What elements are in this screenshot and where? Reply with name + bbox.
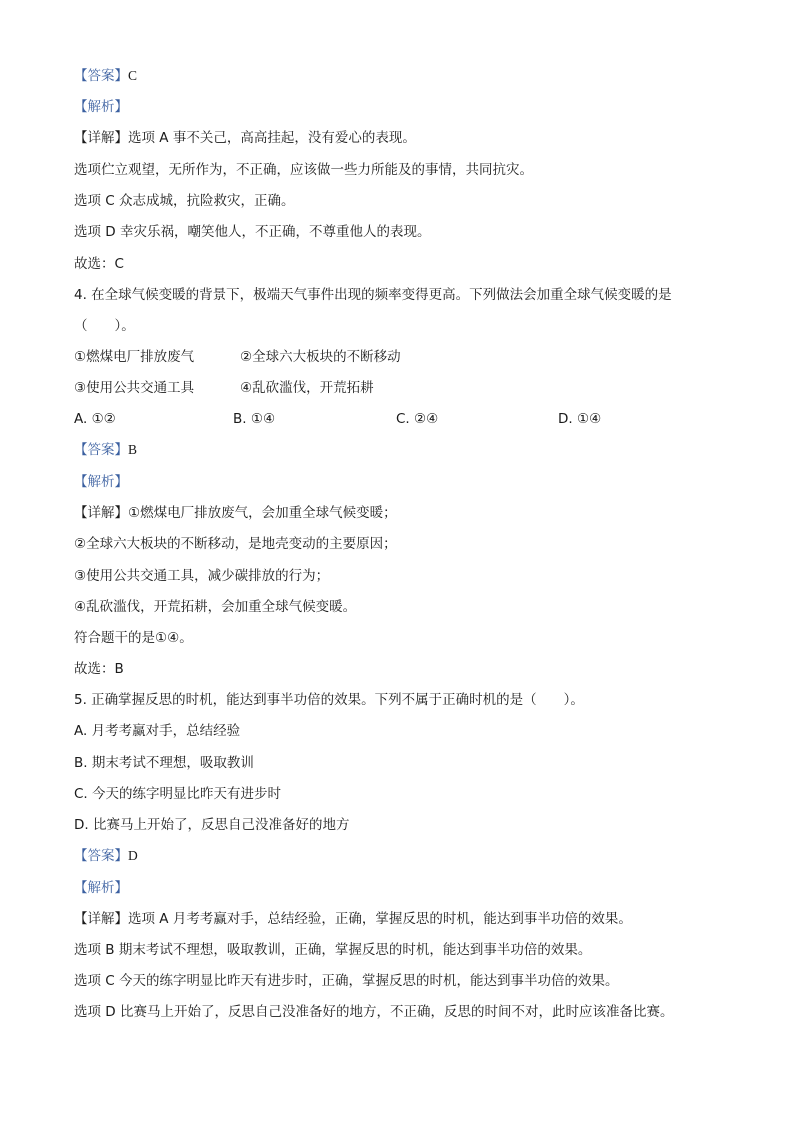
statement-item: ④乱砍滥伐，开荒拓耕 [240,380,374,396]
option-b: B. ①④ [233,411,276,427]
option-c: C. 今天的练字明显比昨天有进步时 [74,786,282,802]
analysis-heading [74,472,734,492]
statement-item: ①燃煤电厂排放废气 [74,349,195,365]
option-d: D. ①④ [558,411,602,427]
detail-text: 选项 A 月考考赢对手，总结经验，正确，掌握反思的时机，能达到事半功倍的效果。 [128,911,632,927]
detail-line [74,128,734,148]
detail-tag: 【详解】 [74,505,128,521]
option-b: B. 期末考试不理想，吸取教训 [74,755,254,771]
analysis-tag: 【解析】 [74,474,128,490]
answer-tag: 【答案】 [74,442,128,458]
option-d: D. 比赛马上开始了，反思自己没准备好的地方 [74,817,350,833]
answer-tag: 【答案】 [74,68,128,84]
detail-tag: 【详解】 [74,130,128,146]
analysis-line: 选项 D 比赛马上开始了，反思自己没准备好的地方，不正确，反思的时间不对，此时应该准备比赛。 [74,1004,674,1020]
statement-item: ③使用公共交通工具 [74,380,195,396]
answer-tag: 【答案】 [74,848,128,864]
option-a: A. 月考考赢对手，总结经验 [74,723,241,739]
option-c: C. ②④ [396,411,439,427]
analysis-line: ②全球六大板块的不断移动，是地壳变动的主要原因； [74,536,397,552]
answer-value: D [128,848,138,863]
answer-line [74,440,734,460]
answer-value: B [128,442,138,457]
answer-value: C [128,68,138,83]
question-4-stem: 4. 在全球气候变暖的背景下，极端天气事件出现的频率变得更高。下列做法会加重全球气候变暖的是 [74,287,672,303]
analysis-line: 选项 D 幸灾乐祸，嘲笑他人，不正确，不尊重他人的表现。 [74,224,431,240]
detail-text: 选项 A 事不关己，高高挂起，没有爱心的表现。 [128,130,416,146]
analysis-line: ③使用公共交通工具，减少碳排放的行为； [74,568,330,584]
analysis-line: 选项 B 期末考试不理想，吸取教训，正确，掌握反思的时机，能达到事半功倍的效果。 [74,942,592,958]
analysis-line: 选项 C 众志成城，抗险救灾，正确。 [74,193,295,209]
answer-line [74,846,734,866]
question-5-stem: 5. 正确掌握反思的时机，能达到事半功倍的效果。下列不属于正确时机的是（ ）。 [74,692,584,708]
detail-tag: 【详解】 [74,911,128,927]
answer-line [74,66,734,86]
question-4-stem-cont: （ ）。 [74,318,135,334]
analysis-heading [74,97,734,117]
statement-item: ②全球六大板块的不断移动 [240,349,401,365]
analysis-line: 符合题干的是①④。 [74,630,193,646]
analysis-line: ④乱砍滥伐，开荒拓耕，会加重全球气候变暖。 [74,599,357,615]
analysis-line: 选项 C 今天的练字明显比昨天有进步时，正确，掌握反思的时机，能达到事半功倍的效果。 [74,973,619,989]
analysis-tag: 【解析】 [74,880,128,896]
detail-line [74,503,734,523]
analysis-heading [74,878,734,898]
option-a: A. ①② [74,411,116,427]
conclusion-line: 故选：B [74,661,124,677]
detail-text: ①燃煤电厂排放废气，会加重全球气候变暖； [128,505,397,521]
conclusion-line: 故选：C [74,256,124,272]
analysis-tag: 【解析】 [74,99,128,115]
analysis-line: 选项伫立观望，无所作为，不正确，应该做一些力所能及的事情，共同抗灾。 [74,162,533,178]
detail-line [74,909,734,929]
